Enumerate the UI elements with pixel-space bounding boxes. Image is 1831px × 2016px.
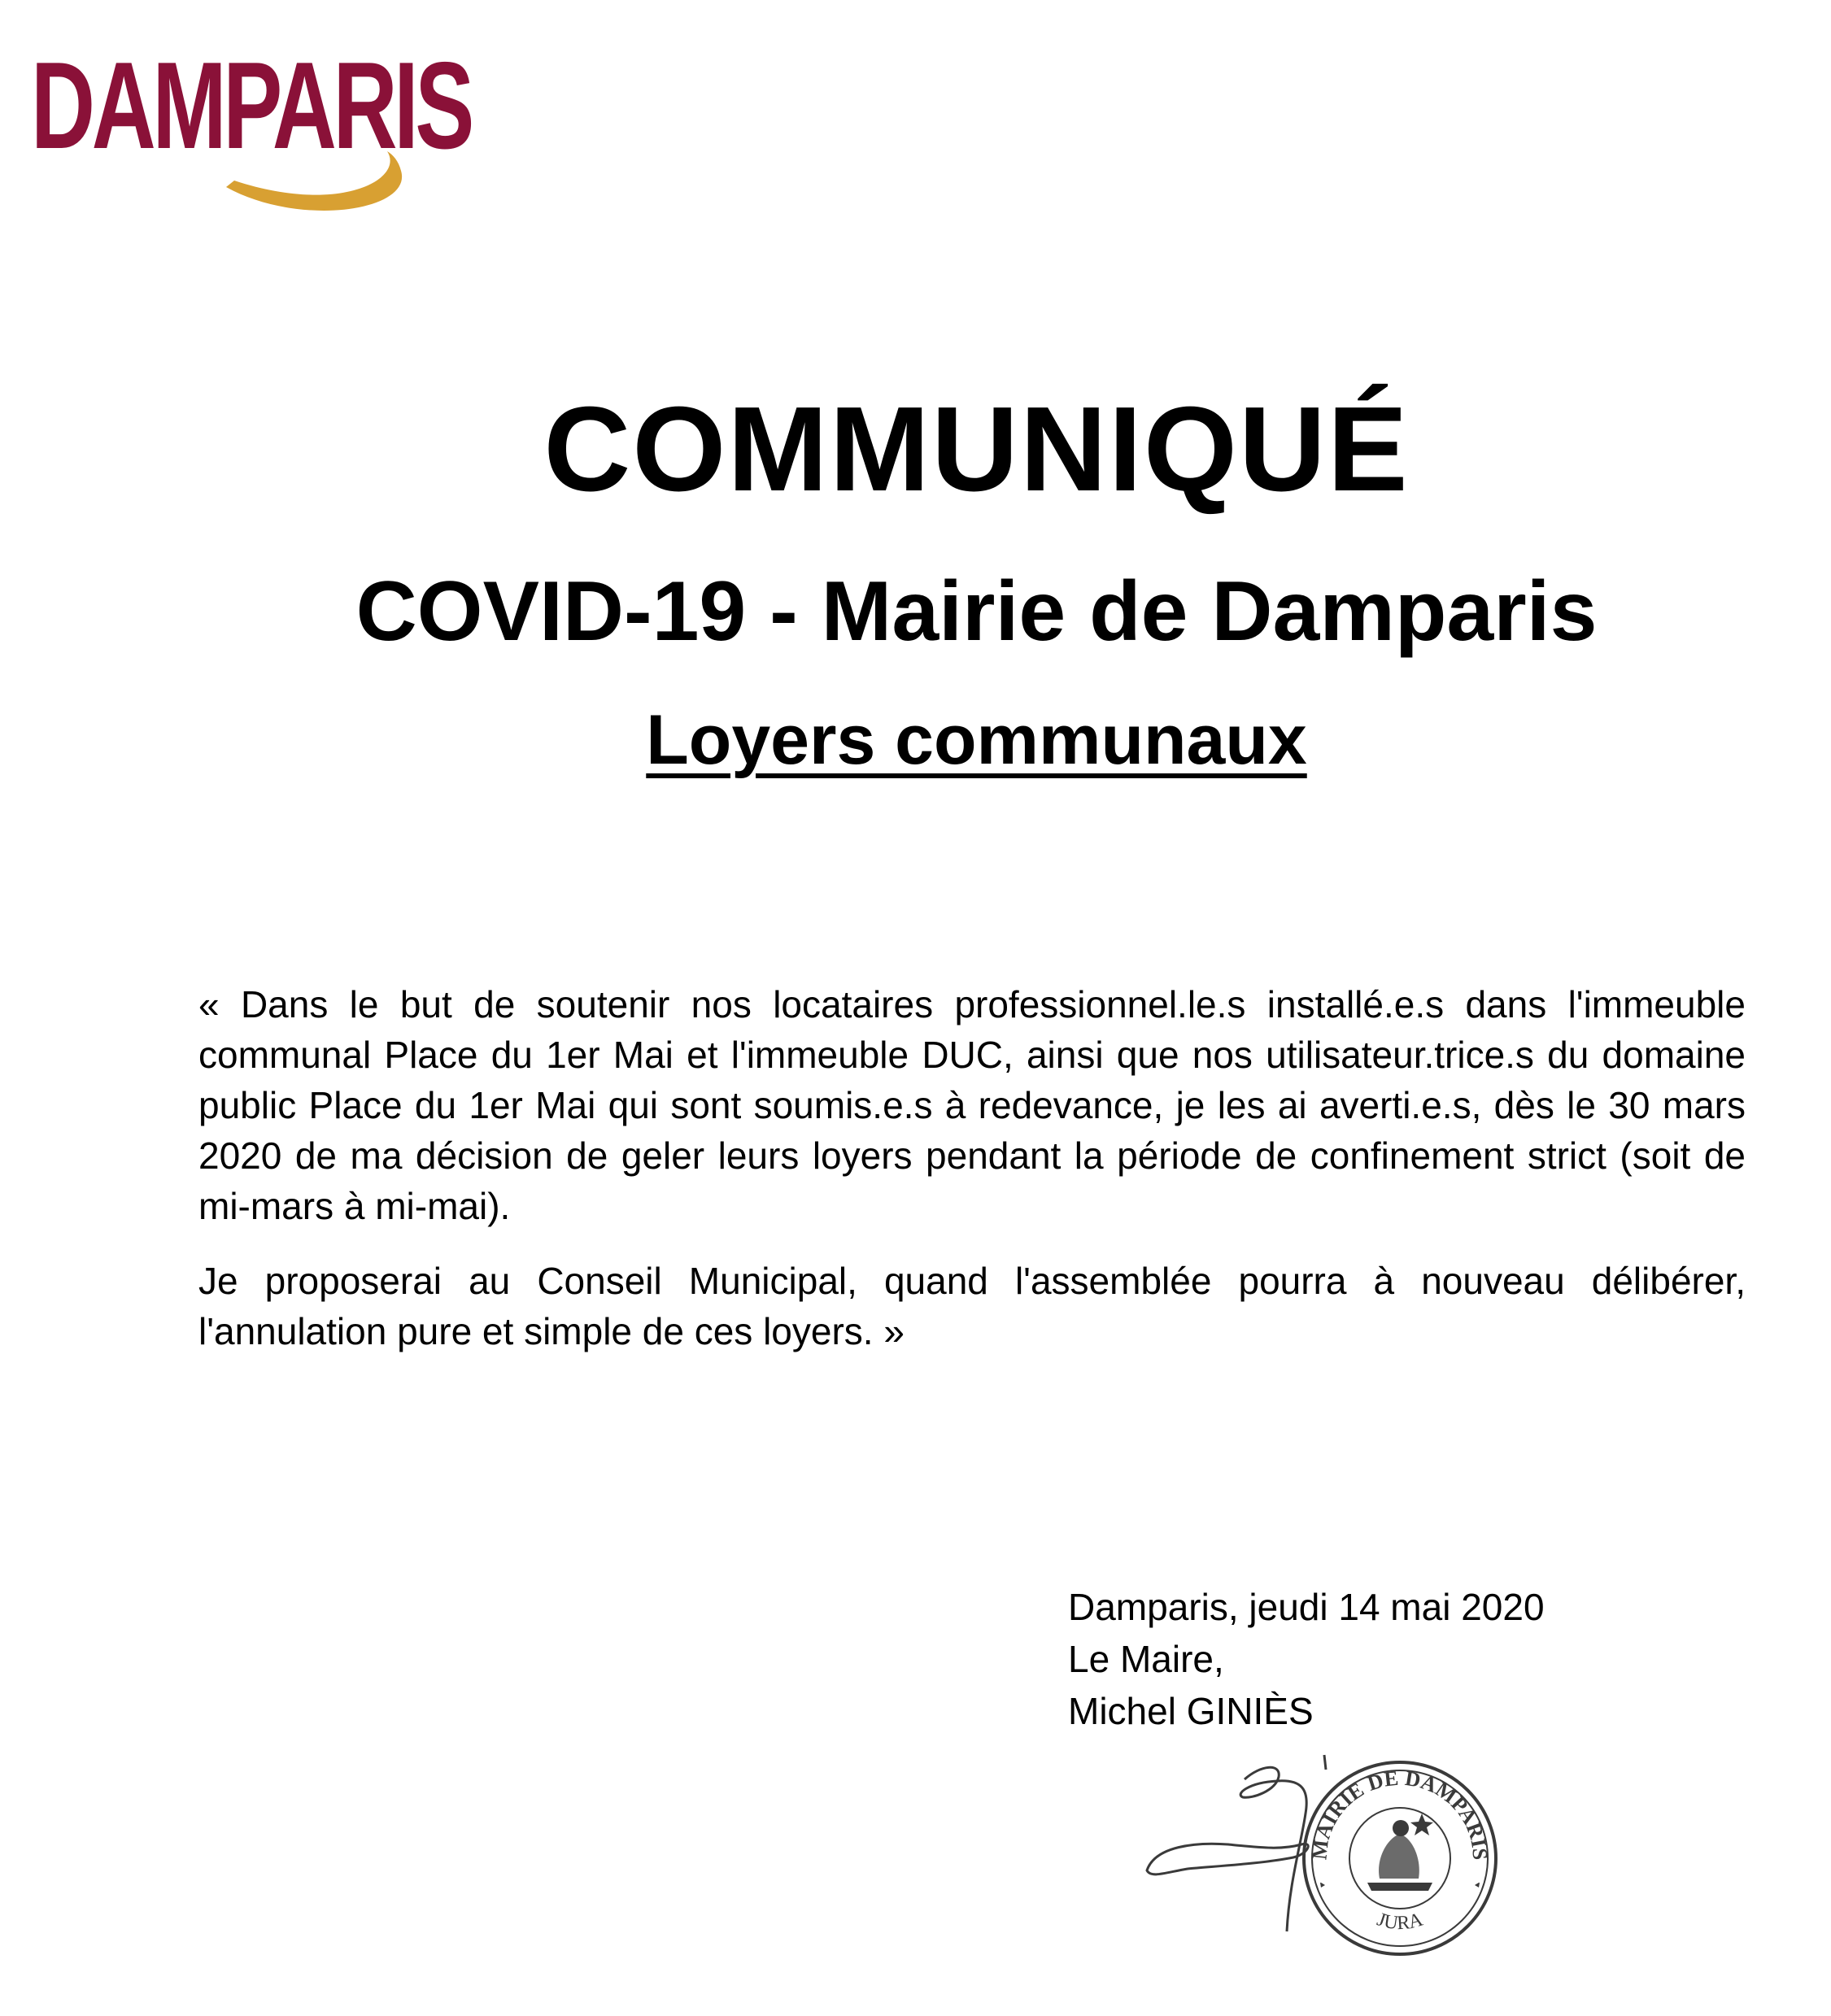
page-title: COMMUNIQUÉ bbox=[543, 382, 1410, 516]
signature-place-date: Damparis, jeudi 14 mai 2020 bbox=[1068, 1586, 1545, 1628]
stamp-seal-icon bbox=[1298, 1757, 1502, 1960]
signature-name: Michel GINIÈS bbox=[1068, 1690, 1314, 1732]
topic-heading bbox=[61, 698, 1831, 782]
body-paragraph-1: « Dans le but de soutenir nos locataires professionnel.le.s installé.e.s dans l'immeuble communal Place du 1er Mai et l'immeuble DUC, ainsi que nos utilisateur.trice.s du domaine public Place du 1er Mai qui sont soumis.e.s à redevance, je les ai averti.e.s, dès le 30 mars 2020 de ma décision de geler leurs loyers pendant la période de confinement strict (soit de mi-mars à mi-mai). bbox=[198, 983, 1746, 1227]
official-stamp bbox=[1298, 1757, 1502, 1960]
damparis-logo bbox=[31, 37, 472, 220]
page-subtitle: COVID-19 - Mairie de Damparis bbox=[355, 564, 1598, 659]
stamp-bottom-text: JURA bbox=[1374, 1909, 1426, 1935]
signature-block bbox=[1068, 1581, 1545, 1737]
stamp-top-text: MAIRIE DE DAMPARIS bbox=[1307, 1766, 1493, 1861]
logo-swoosh-icon bbox=[31, 41, 421, 220]
signature-role: Le Maire, bbox=[1068, 1638, 1224, 1680]
body-paragraph-2: Je proposerai au Conseil Municipal, quand l'assemblée pourra à nouveau délibérer, l'annulation pure et simple de ces loyers. » bbox=[198, 1260, 1746, 1352]
logo-wordmark: DAMPARIS bbox=[31, 37, 472, 175]
communique-body bbox=[198, 979, 1746, 1381]
topic-heading-text: Loyers communaux bbox=[646, 701, 1307, 779]
